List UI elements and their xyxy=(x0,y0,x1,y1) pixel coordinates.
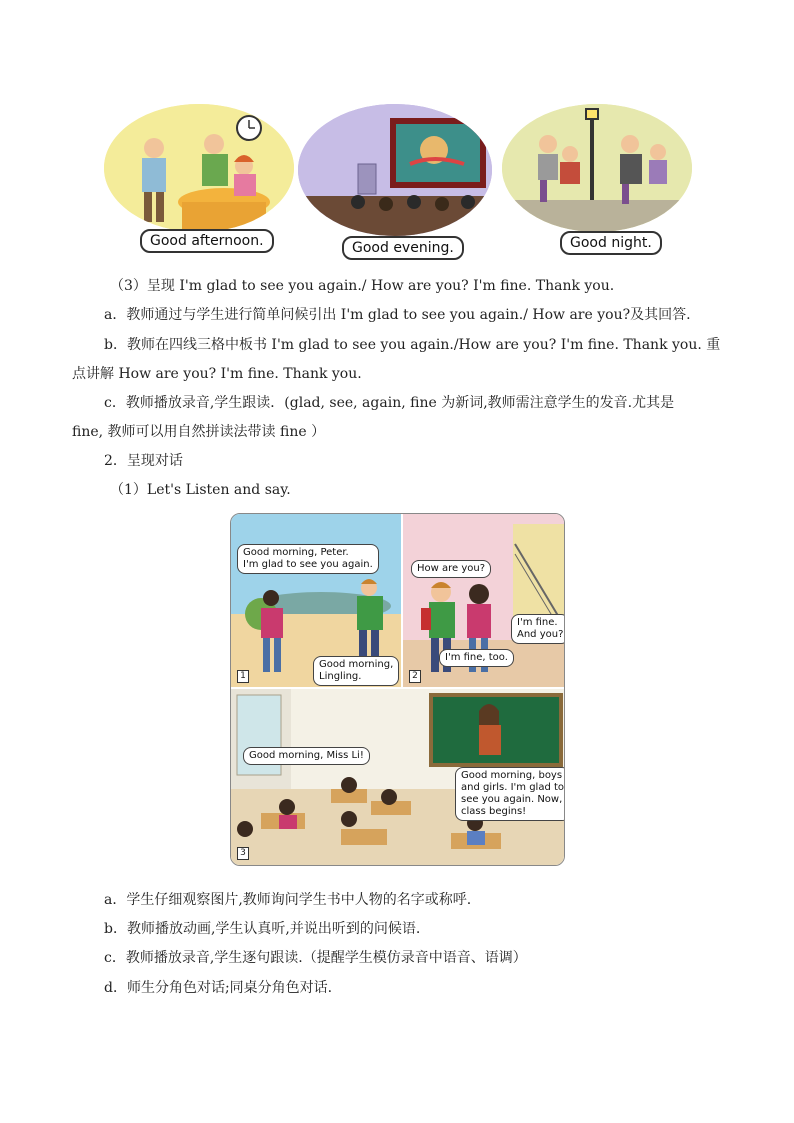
evening-scene-art xyxy=(298,104,492,236)
paragraph-step-c-line1: c．教师播放录音,学生跟读．(glad, see, again, fine 为新词,教师需注意学生的发音.尤其是 xyxy=(104,395,675,411)
bubble-good-morning-miss-li: Good morning, Miss Li! xyxy=(243,747,370,765)
paragraph-step-a: a．教师通过与学生进行简单问候引出 I'm glad to see you again./ How are you?及其回答. xyxy=(104,307,691,323)
paragraph-step-b-line2: 点讲解 How are you? I'm fine. Thank you. xyxy=(72,366,362,382)
section-heading-dialogue: 2．呈现对话 xyxy=(104,453,183,469)
step-c-recording: c．教师播放录音,学生逐句跟读.（提醒学生模仿录音中语音、语调） xyxy=(104,950,527,966)
step-d-roleplay: d．师生分角色对话;同桌分角色对话. xyxy=(104,980,333,996)
illustration-night xyxy=(502,104,692,262)
paragraph-present-3: （3）呈现 I'm glad to see you again./ How are you? I'm fine. Thank you. xyxy=(110,278,615,294)
bubble-good-morning-peter: Good morning, Peter. I'm glad to see you again. xyxy=(237,544,379,574)
illustration-evening xyxy=(298,104,492,264)
afternoon-scene-art xyxy=(104,104,294,232)
paragraph-step-c-line2: fine, 教师可以用自然拼读法带读 fine ） xyxy=(72,424,326,440)
bubble-good-morning-boys-girls: Good morning, boys and girls. I'm glad to see you again. Now, class begins! xyxy=(455,767,565,821)
comic-strip xyxy=(230,513,565,866)
comic-panel-2 xyxy=(403,514,564,687)
panel-number-3: 3 xyxy=(237,847,249,860)
caption-good-evening: Good evening. xyxy=(342,236,464,260)
bubble-good-morning-lingling: Good morning, Lingling. xyxy=(313,656,399,686)
step-a-observe: a．学生仔细观察图片,教师询问学生书中人物的名字或称呼. xyxy=(104,892,472,908)
panel-number-1: 1 xyxy=(237,670,249,683)
comic-panel-3 xyxy=(231,689,564,865)
step-b-animation: b．教师播放动画,学生认真听,并说出听到的问候语. xyxy=(104,921,421,937)
caption-good-afternoon: Good afternoon. xyxy=(140,229,274,253)
bubble-im-fine-and-you: I'm fine. And you? xyxy=(511,614,565,644)
comic-panel-1 xyxy=(231,514,401,687)
bubble-im-fine-too: I'm fine, too. xyxy=(439,649,514,667)
subsection-listen-say: （1）Let's Listen and say. xyxy=(110,482,291,498)
caption-good-night: Good night. xyxy=(560,231,662,255)
illustration-afternoon xyxy=(104,104,294,262)
panel-number-2: 2 xyxy=(409,670,421,683)
night-scene-art xyxy=(502,104,692,232)
paragraph-step-b-line1: b．教师在四线三格中板书 I'm glad to see you again./How are you? I'm fine. Thank you. 重 xyxy=(104,337,721,353)
bubble-how-are-you: How are you? xyxy=(411,560,491,578)
